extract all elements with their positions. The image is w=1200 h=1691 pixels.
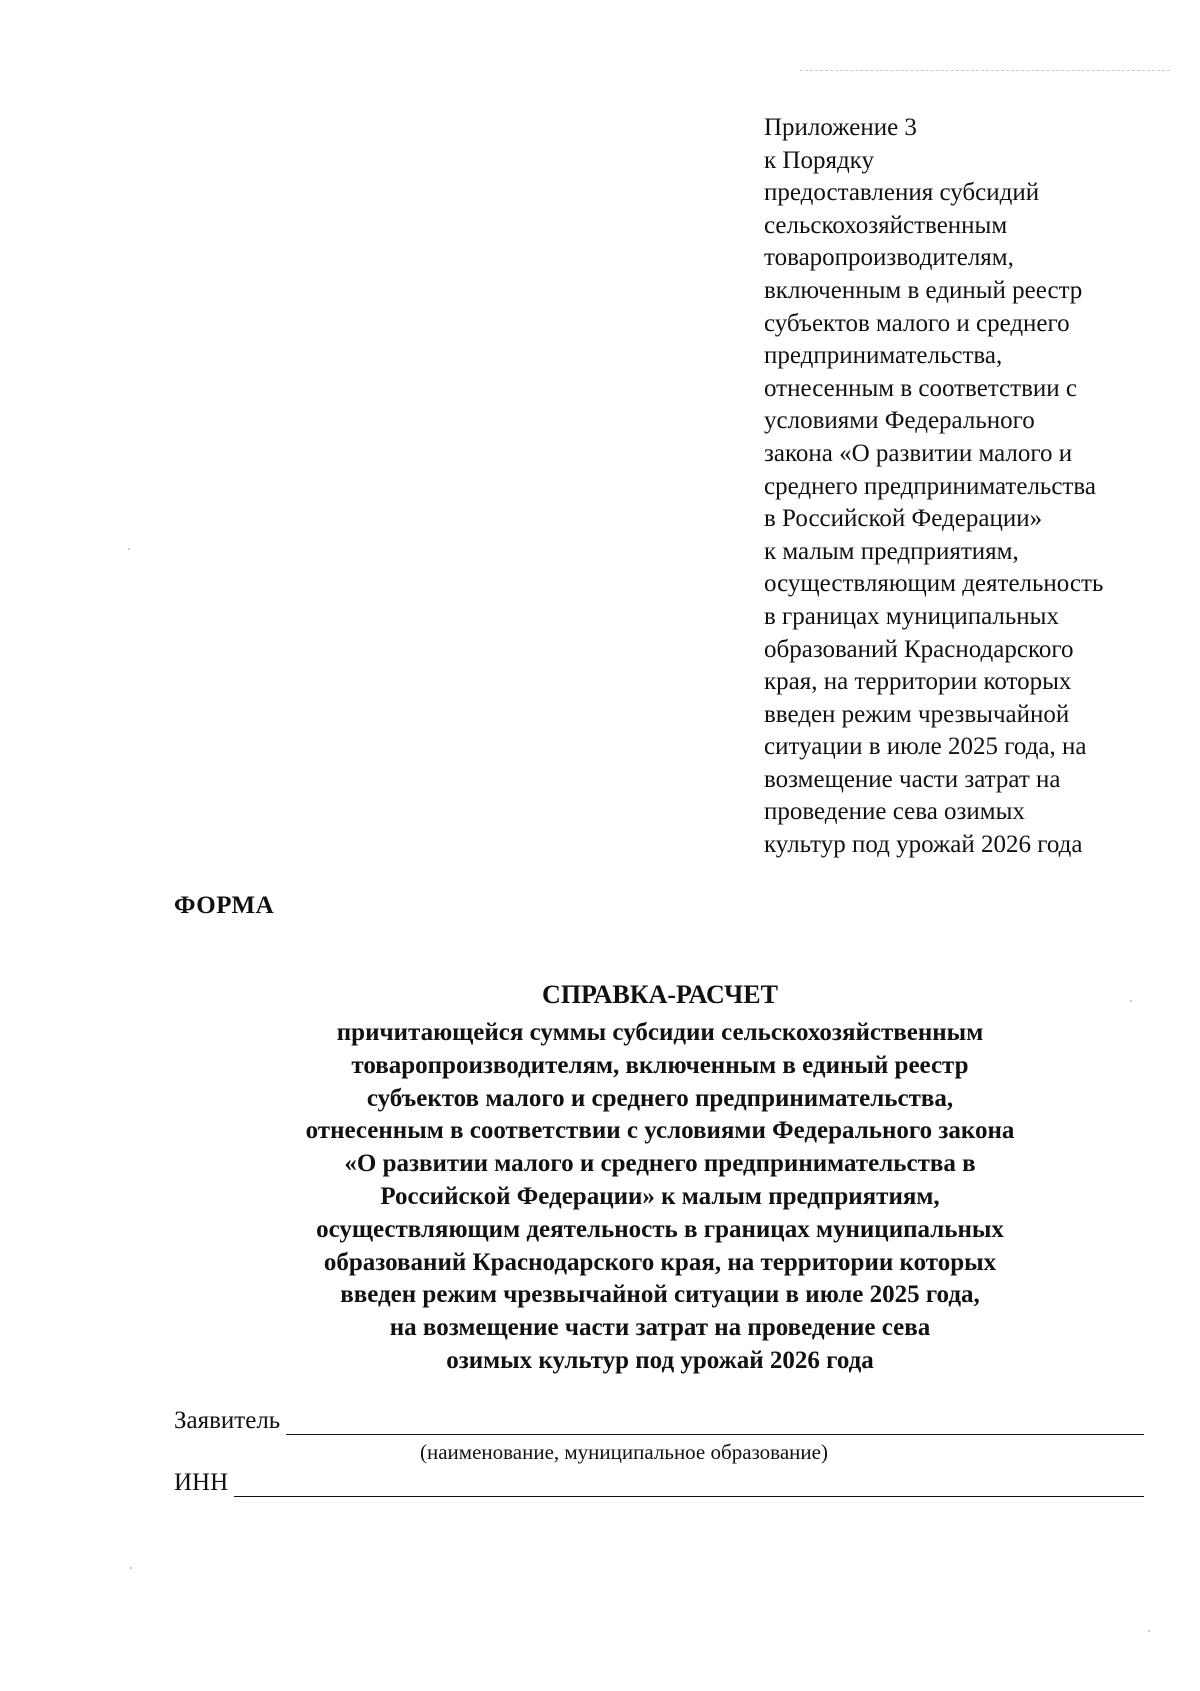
appendix-line: к малым предприятиям, [764, 537, 1019, 565]
subtitle-line: озимых культур под урожай 2026 года [446, 1346, 874, 1374]
inn-field [174, 1468, 1144, 1497]
scan-artifact [800, 70, 1170, 73]
scan-speck [1148, 1630, 1150, 1632]
subtitle-line: осуществляющим деятельность в границах муниципальных [316, 1215, 1004, 1243]
subtitle-line: отнесенным в соответствии с условиями Федерального закона [305, 1117, 1015, 1145]
appendix-line: среднего предпринимательства [764, 472, 1096, 500]
appendix-line: в Российской Федерации» [764, 505, 1043, 533]
inn-input-line[interactable] [234, 1468, 1144, 1497]
appendix-line: субъектов малого и среднего [764, 309, 1070, 337]
form-label: ФОРМА [174, 892, 275, 919]
subtitle-line: «О развитии малого и среднего предпринимательства в [344, 1150, 976, 1178]
appendix-line: включенным в единый реестр [764, 276, 1083, 304]
applicant-hint: (наименование, муниципальное образование) [420, 1440, 828, 1464]
scan-speck [1130, 1000, 1132, 1002]
appendix-block [764, 112, 1164, 862]
scan-speck [128, 548, 130, 550]
appendix-line: предоставления субсидий [764, 179, 1040, 207]
appendix-line: осуществляющим деятельность [764, 570, 1104, 598]
scan-speck [130, 1567, 132, 1569]
inn-label: ИНН [174, 1469, 229, 1496]
applicant-input-line[interactable] [286, 1406, 1144, 1435]
appendix-line: культур под урожай 2026 года [764, 831, 1083, 859]
appendix-line: закона «О развитии малого и [764, 439, 1073, 467]
applicant-label: Заявитель [174, 1407, 281, 1434]
appendix-line: Приложение 3 [764, 114, 917, 141]
appendix-line: условиями Федерального [764, 407, 1035, 435]
appendix-line: к Порядку [764, 146, 874, 174]
document-title: СПРАВКА-РАСЧЕТ [542, 980, 778, 1009]
appendix-line: края, на территории которых [764, 668, 1072, 696]
subtitle-line: образований Краснодарского края, на территории которых [323, 1248, 997, 1276]
subtitle-line: субъектов малого и среднего предпринимательства, [366, 1084, 954, 1112]
applicant-field [174, 1406, 1144, 1435]
appendix-line: образований Краснодарского [764, 635, 1074, 663]
document-subtitle [180, 1017, 1140, 1378]
appendix-line: ситуации в июле 2025 года, на [764, 733, 1087, 761]
appendix-line: возмещение части затрат на [764, 765, 1061, 793]
subtitle-line: причитающейся суммы субсидии сельскохозяйственным [336, 1019, 984, 1046]
appendix-line: предпринимательства, [764, 342, 1003, 370]
appendix-line: проведение сева озимых [764, 798, 1025, 826]
subtitle-line: Российской Федерации» к малым предприятиям, [380, 1182, 940, 1210]
appendix-line: товаропроизводителям, [764, 244, 1014, 272]
appendix-line: сельскохозяйственным [764, 211, 1008, 239]
appendix-line: введен режим чрезвычайной [764, 700, 1070, 728]
appendix-line: в границах муниципальных [764, 602, 1059, 630]
appendix-line: отнесенным в соответствии с [764, 374, 1077, 402]
subtitle-line: на возмещение части затрат на проведение сева [389, 1314, 931, 1342]
subtitle-line: введен режим чрезвычайной ситуации в июле 2025 года, [340, 1281, 980, 1309]
subtitle-line: товаропроизводителям, включенным в единый реестр [351, 1051, 969, 1079]
